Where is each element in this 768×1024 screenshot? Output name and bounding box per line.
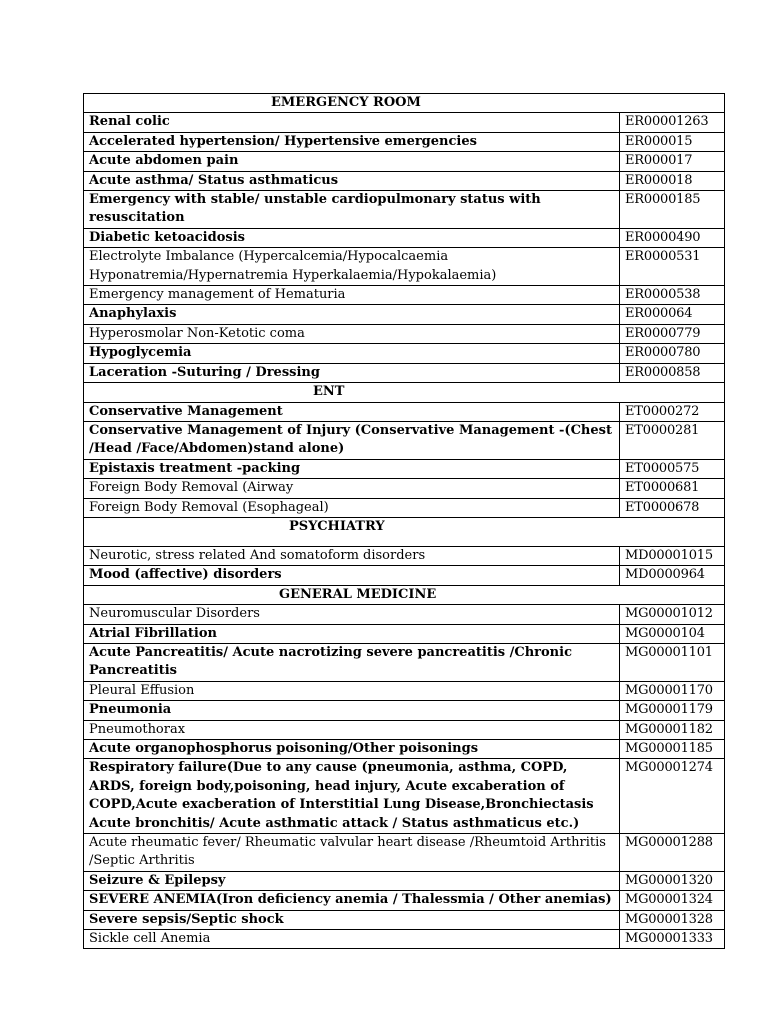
section-header-cell [84,383,725,402]
procedure-name: Laceration -Suturing / Dressing [84,363,620,382]
table-row [84,421,725,459]
procedure-name: Conservative Management of Injury (Conservative Management -(Chest /Head /Face/Abdomen)stand alone) [84,421,620,459]
section-header-row [84,585,725,604]
procedure-name: Seizure & Epilepsy [84,871,620,890]
procedure-name: Acute Pancreatitis/ Acute nacrotizing severe pancreatitis /Chronic Pancreatitis [84,643,620,681]
procedure-code: ET0000272 [620,402,725,421]
section-header-cell [84,585,725,604]
procedure-code: ER0000490 [620,228,725,247]
procedure-code: ER0000185 [620,191,725,229]
table-row [84,228,725,247]
procedure-code: ER000018 [620,171,725,190]
table-row [84,624,725,643]
section-title: GENERAL MEDICINE [279,586,437,602]
table-row [84,681,725,700]
procedure-name: Mood (affective) disorders [84,566,620,585]
section-header-cell [84,94,725,113]
procedure-name: Foreign Body Removal (Airway [84,479,620,498]
procedure-code: ER00001263 [620,113,725,132]
procedure-name: Electrolyte Imbalance (Hypercalcemia/Hypocalcaemia Hyponatremia/Hypernatremia Hyperkalaemia/Hypokalaemia) [84,248,620,286]
procedure-name: Pleural Effusion [84,681,620,700]
procedure-name: Foreign Body Removal (Esophageal) [84,498,620,517]
procedure-name: Respiratory failure(Due to any cause (pneumonia, asthma, COPD, ARDS, foreign body,poisoning, head injury, Acute excaberation of COPD,Acute exacberation of Interstitial Lung Disease,Bronchiectasis Acute bronchitis/ Acute asthmatic attack / Status asthmaticus etc.) [84,759,620,834]
procedure-table-body [84,94,725,949]
procedure-code: ER000015 [620,132,725,151]
procedure-code: MG00001333 [620,930,725,949]
procedure-name: Acute asthma/ Status asthmaticus [84,171,620,190]
procedure-code: MG00001170 [620,681,725,700]
procedure-code: ER0000538 [620,286,725,305]
section-title: PSYCHIATRY [289,518,385,534]
procedure-name: SEVERE ANEMIA(Iron deficiency anemia / Thalessmia / Other anemias) [84,891,620,910]
table-row [84,479,725,498]
section-header-row [84,517,725,546]
table-row [84,720,725,739]
table-row [84,498,725,517]
table-row [84,248,725,286]
procedure-name: Renal colic [84,113,620,132]
procedure-name: Acute rheumatic fever/ Rheumatic valvular heart disease /Rheumtoid Arthritis /Septic Arthritis [84,834,620,872]
section-title: ENT [313,384,345,400]
table-row [84,759,725,834]
section-header-row [84,383,725,402]
procedure-code: ET0000575 [620,459,725,478]
table-row [84,324,725,343]
procedure-name: Conservative Management [84,402,620,421]
procedure-code: MG00001179 [620,701,725,720]
procedure-name: Emergency with stable/ unstable cardiopulmonary status with resuscitation [84,191,620,229]
section-header-row [84,94,725,113]
procedure-code: MG00001320 [620,871,725,890]
procedure-code: ER000017 [620,152,725,171]
table-row [84,402,725,421]
procedure-code: ER0000780 [620,344,725,363]
procedure-code: ER000064 [620,305,725,324]
procedure-code: ET0000678 [620,498,725,517]
section-title: EMERGENCY ROOM [271,95,421,110]
procedure-code: ER0000858 [620,363,725,382]
table-row [84,605,725,624]
table-row [84,344,725,363]
table-row [84,834,725,872]
procedure-name: Neuromuscular Disorders [84,605,620,624]
table-row [84,191,725,229]
procedure-code: MG00001288 [620,834,725,872]
procedure-code: ET0000681 [620,479,725,498]
procedure-code: ER0000531 [620,248,725,286]
procedure-name: Neurotic, stress related And somatoform disorders [84,546,620,565]
procedure-code: MG00001185 [620,740,725,759]
document-page [83,93,724,949]
procedure-name: Epistaxis treatment -packing [84,459,620,478]
procedure-code: MD0000964 [620,566,725,585]
procedure-name: Acute abdomen pain [84,152,620,171]
section-header-cell [84,517,725,546]
table-row [84,546,725,565]
procedure-table [83,93,725,949]
procedure-code: MG00001012 [620,605,725,624]
procedure-name: Acute organophosphorus poisoning/Other poisonings [84,740,620,759]
procedure-name: Hyperosmolar Non-Ketotic coma [84,324,620,343]
procedure-code: MG00001182 [620,720,725,739]
procedure-name: Hypoglycemia [84,344,620,363]
table-row [84,113,725,132]
table-row [84,643,725,681]
procedure-name: Diabetic ketoacidosis [84,228,620,247]
table-row [84,740,725,759]
table-row [84,910,725,929]
procedure-code: ET0000281 [620,421,725,459]
procedure-code: MG00001328 [620,910,725,929]
procedure-code: MG00001274 [620,759,725,834]
table-row [84,171,725,190]
procedure-code: ER0000779 [620,324,725,343]
procedure-name: Pneumonia [84,701,620,720]
procedure-name: Emergency management of Hematuria [84,286,620,305]
table-row [84,305,725,324]
table-row [84,566,725,585]
procedure-name: Severe sepsis/Septic shock [84,910,620,929]
table-row [84,701,725,720]
table-row [84,891,725,910]
procedure-name: Atrial Fibrillation [84,624,620,643]
procedure-code: MD00001015 [620,546,725,565]
table-row [84,459,725,478]
procedure-name: Sickle cell Anemia [84,930,620,949]
procedure-code: MG0000104 [620,624,725,643]
table-row [84,132,725,151]
procedure-name: Anaphylaxis [84,305,620,324]
procedure-code: MG00001324 [620,891,725,910]
procedure-name: Pneumothorax [84,720,620,739]
table-row [84,363,725,382]
procedure-code: MG00001101 [620,643,725,681]
table-row [84,286,725,305]
table-row [84,871,725,890]
table-row [84,930,725,949]
procedure-name: Accelerated hypertension/ Hypertensive emergencies [84,132,620,151]
table-row [84,152,725,171]
